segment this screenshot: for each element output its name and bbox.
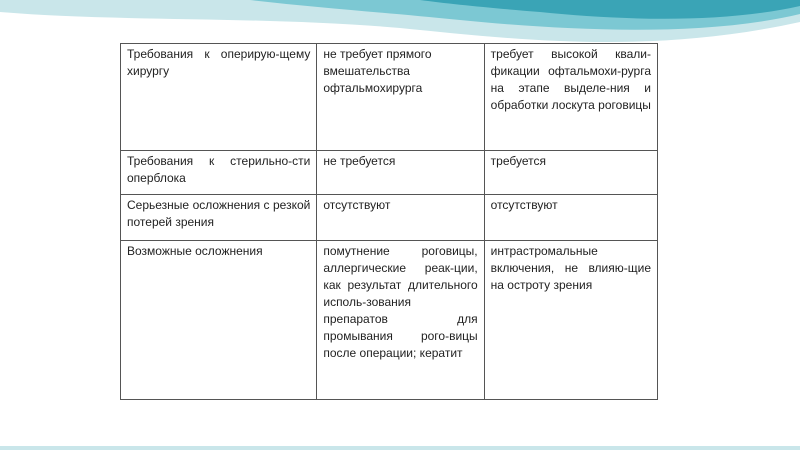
table-row [121,151,658,195]
option-a-cell: помутнение роговицы, аллергические реак-ции, как результат длительного исполь-зования препаратов для промывания рого-вицы после операции; кератит [317,241,484,400]
option-a-cell: отсутствуют [317,195,484,241]
criterion-cell: Требования к оперирую-щему хирургу [121,44,317,151]
criterion-cell: Серьезные осложнения с резкой потерей зрения [121,195,317,241]
criterion-cell: Требования к стерильно-сти оперблока [121,151,317,195]
option-b-cell: требуется [484,151,657,195]
footer-line [0,446,800,450]
comparison-table-body [121,44,658,400]
table-row [121,44,658,151]
option-b-cell: требует высокой квали-фикации офтальмохи-рурга на этапе выделе-ния и обработки лоскута роговицы [484,44,657,151]
option-a-cell: не требует прямого вмешательства офтальмохирурга [317,44,484,151]
table-row [121,241,658,400]
option-b-cell: интрастромальные включения, не влияю-щие на остроту зрения [484,241,657,400]
option-a-cell: не требуется [317,151,484,195]
option-b-cell: отсутствуют [484,195,657,241]
comparison-table [120,43,658,400]
table-row [121,195,658,241]
criterion-cell: Возможные осложнения [121,241,317,400]
